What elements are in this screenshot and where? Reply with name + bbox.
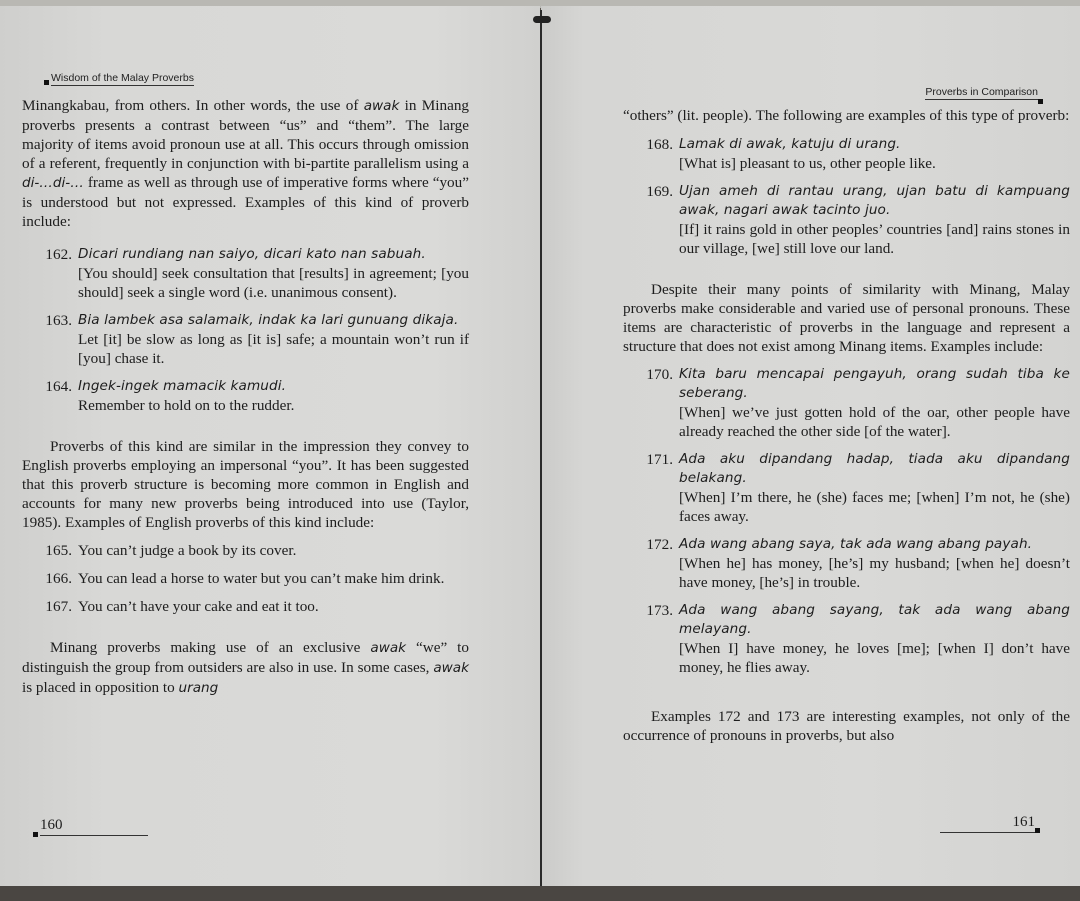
running-head-right: Proverbs in Comparison xyxy=(925,86,1038,98)
proverb-malay: Bia lambek asa salamaik, indak ka lari gunuang dikaja. xyxy=(78,312,459,328)
proverb-translation: [When he] has money, [he’s] my husband; [when he] doesn’t have money, [he’s] in trouble. xyxy=(679,555,1070,591)
proverb-number: 165. xyxy=(45,542,72,559)
proverb-malay: Kita baru mencapai pengayuh, orang sudah tiba ke seberang. xyxy=(679,366,1070,401)
proverb-168 xyxy=(623,135,1070,173)
proverb-translation: [When] we’ve just gotten hold of the oar, other people have already reached the other side [of the water]. xyxy=(679,404,1070,440)
proverb-number: 167. xyxy=(45,598,72,615)
proverb-number: 172. xyxy=(646,536,673,553)
page-number-161: 161 xyxy=(940,814,1035,833)
folio-bullet-icon xyxy=(33,832,38,837)
proverb-malay: Ada wang abang sayang, tak ada wang abang melayang. xyxy=(679,602,1070,637)
page-number-160: 160 xyxy=(40,817,148,836)
proverb-translation: [When] I’m there, he (she) faces me; [when] I’m not, he (she) faces away. xyxy=(679,489,1070,525)
proverb-text: You can’t have your cake and eat it too. xyxy=(78,598,319,615)
proverb-translation: Remember to hold on to the rudder. xyxy=(78,397,295,414)
proverb-number: 169. xyxy=(646,183,673,200)
proverb-translation: [You should] seek consultation that [results] in agreement; [you should] seek a single word (i.e. unanimous consent). xyxy=(78,265,469,301)
right-page xyxy=(541,6,1080,886)
proverb-number: 163. xyxy=(45,312,72,329)
proverb-166 xyxy=(22,569,469,588)
running-head-bullet-icon xyxy=(1038,99,1043,104)
right-page-body xyxy=(623,106,1070,745)
proverb-translation: [If] it rains gold in other peoples’ countries [and] rains stones in our village, [we] still love our land. xyxy=(679,221,1070,257)
left-page-body xyxy=(22,96,469,698)
proverb-number: 171. xyxy=(646,451,673,468)
proverb-number: 173. xyxy=(646,602,673,619)
right-paragraph-1: “others” (lit. people). The following are examples of this type of proverb: xyxy=(623,107,1070,124)
proverb-171 xyxy=(623,450,1070,526)
proverb-164 xyxy=(22,377,469,415)
proverb-165 xyxy=(22,541,469,560)
right-paragraph-2: Despite their many points of similarity with Minang, Malay proverbs make considerable and varied use of personal pronouns. These items are characteristic of proverbs in the language and represent a structure that does not exist among Minang items. Examples include: xyxy=(623,281,1070,355)
proverb-170 xyxy=(623,365,1070,441)
proverb-172 xyxy=(623,535,1070,592)
examples-170-173 xyxy=(623,365,1070,677)
proverb-number: 164. xyxy=(45,378,72,395)
proverb-173 xyxy=(623,601,1070,677)
proverb-translation: [What is] pleasant to us, other people like. xyxy=(679,155,936,172)
proverb-number: 162. xyxy=(45,246,72,263)
folio-bullet-icon xyxy=(1035,828,1040,833)
proverb-163 xyxy=(22,311,469,368)
proverb-number: 170. xyxy=(646,366,673,383)
left-paragraph-2: Proverbs of this kind are similar in the impression they convey to English proverbs employing an impersonal “you”. It has been suggested that this proverb structure is becoming more common in English and accounts for many new proverbs being introduced into use (Taylor, 1985). Examples of English proverbs of this kind include: xyxy=(22,438,469,531)
proverb-169 xyxy=(623,182,1070,258)
left-paragraph-3: Minang proverbs making use of an exclusive awak “we” to distinguish the group from outsiders are also in use. In some cases, awak is placed in opposition to urang xyxy=(22,639,469,696)
proverb-167 xyxy=(22,597,469,616)
proverb-number: 166. xyxy=(45,570,72,587)
left-page xyxy=(0,6,540,886)
examples-162-164 xyxy=(22,245,469,415)
proverb-text: You can’t judge a book by its cover. xyxy=(78,542,297,559)
proverb-malay: Ada wang abang saya, tak ada wang abang payah. xyxy=(679,536,1033,552)
running-head-left: Wisdom of the Malay Proverbs xyxy=(51,72,194,84)
examples-165-167 xyxy=(22,541,469,616)
proverb-malay: Ingek-ingek mamacik kamudi. xyxy=(78,378,287,394)
right-paragraph-3: Examples 172 and 173 are interesting examples, not only of the occurrence of pronouns in proverbs, but also xyxy=(623,708,1070,744)
proverb-malay: Dicari rundiang nan saiyo, dicari kato nan sabuah. xyxy=(78,246,426,262)
proverb-text: You can lead a horse to water but you can’t make him drink. xyxy=(78,570,445,587)
proverb-malay: Ada aku dipandang hadap, tiada aku dipandang belakang. xyxy=(679,451,1070,486)
proverb-translation: Let [it] be slow as long as [it is] safe; a mountain won’t run if [you] chase it. xyxy=(78,331,469,367)
book-gutter xyxy=(540,10,542,888)
proverb-162 xyxy=(22,245,469,302)
proverb-translation: [When I] have money, he loves [me]; [when I] don’t have money, he flies away. xyxy=(679,640,1070,676)
proverb-malay: Lamak di awak, katuju di urang. xyxy=(679,136,901,152)
running-head-bullet-icon xyxy=(44,80,49,85)
left-paragraph-1: Minangkabau, from others. In other words, the use of awak in Minang proverbs presents a contrast between “us” and “them”. The large majority of items avoid pronoun use at all. This occurs through omission of a referent, frequently in conjunction with bi-partite parallelism using a di-…di-… frame as well as through use of imperative forms where “you” is understood but not expressed. Examples of this kind of proverb include: xyxy=(22,97,470,230)
examples-168-169 xyxy=(623,135,1070,258)
table-surface xyxy=(0,886,1080,901)
proverb-malay: Ujan ameh di rantau urang, ujan batu di kampuang awak, nagari awak tacinto juo. xyxy=(679,183,1070,218)
binding-thread-mark xyxy=(533,16,551,23)
proverb-number: 168. xyxy=(646,136,673,153)
